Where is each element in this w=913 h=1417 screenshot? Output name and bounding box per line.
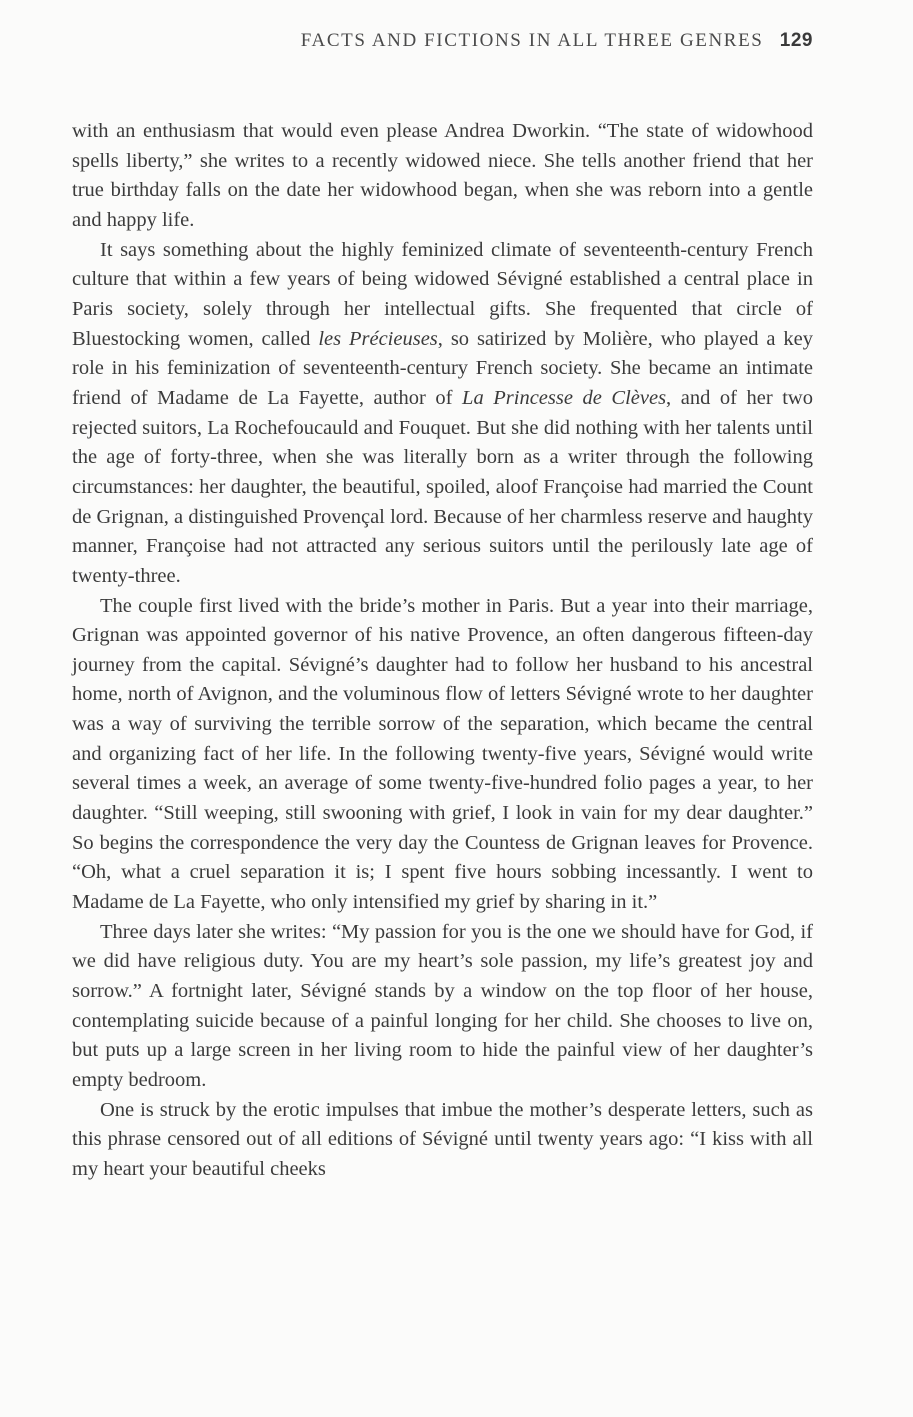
paragraph <box>72 236 813 592</box>
page-number: 129 <box>779 30 813 51</box>
chapter-title: FACTS AND FICTIONS IN ALL THREE GENRES <box>300 30 764 51</box>
text-run: One is struck by the erotic impulses that imbue the mother’s desperate letters, such as this phrase censored out of all editions of Sévigné until twenty years ago: “I kiss with all my heart your beautiful cheeks <box>72 1098 813 1180</box>
body-text <box>72 117 813 1185</box>
text-run: The couple first lived with the bride’s mother in Paris. But a year into their marriage, Grignan was appointed governor of his native Provence, an often dangerous fifteen-day journey from the capital. Sévigné’s daughter had to follow her husband to his ancestral home, north of Avignon, and the voluminous flow of letters Sévigné wrote to her daughter was a way of surviving the terrible sorrow of the separation, which became the central and organizing fact of her life. In the following twenty-five years, Sévigné would write several times a week, an average of some twenty-five-hundred folio pages a year, to her daughter. “Still weeping, still swooning with grief, I look in vain for my dear daughter.” So begins the correspondence the very day the Countess de Grignan leaves for Provence. “Oh, what a cruel separation it is; I spent five hours sobbing incessantly. I went to Madame de La Fayette, who only intensified my grief by sharing in it.” <box>72 594 813 914</box>
text-run: It says something about the highly feminized climate of seventeenth-century French culture that within a few years of being widowed Sévigné established a central place in Paris society, solely through her intellectual gifts. She frequented that circle of Bluestocking women, called <box>72 238 813 350</box>
running-head <box>301 30 813 52</box>
text-run: , so satirized by Molière, who played a key role in his feminization of seventeenth-century French society. She became an intimate friend of Madame de La Fayette, author of <box>72 327 813 409</box>
italic-title: les Précieuses <box>318 327 438 350</box>
text-run: Three days later she writes: “My passion for you is the one we should have for God, if we did have religious duty. You are my heart’s sole passion, my life’s greatest joy and sorrow.” A fortnight later, Sévigné stands by a window on the top floor of her house, contemplating suicide because of a painful longing for her child. She chooses to live on, but puts up a large screen in her living room to hide the painful view of her daughter’s empty bedroom. <box>72 920 813 1091</box>
paragraph <box>72 918 813 1096</box>
text-run: with an enthusiasm that would even please Andrea Dworkin. “The state of widowhood spells liberty,” she writes to a recently widowed niece. She tells another friend that her true birthday falls on the date her widowhood began, when she was reborn into a gentle and happy life. <box>72 120 813 231</box>
italic-title: La Princesse de Clèves <box>462 386 667 409</box>
paragraph <box>72 1096 813 1185</box>
paragraph <box>72 592 813 918</box>
text-run: , and of her two rejected suitors, La Rochefoucauld and Fouquet. But she did nothing with her talents until the age of forty-three, when she was literally born as a writer through the following circumstances: her daughter, the beautiful, spoiled, aloof Françoise had married the Count de Grignan, a distinguished Provençal lord. Because of her charmless reserve and haughty manner, Françoise had not attracted any serious suitors until the perilously late age of twenty-three. <box>72 386 813 587</box>
paragraph <box>72 117 813 236</box>
